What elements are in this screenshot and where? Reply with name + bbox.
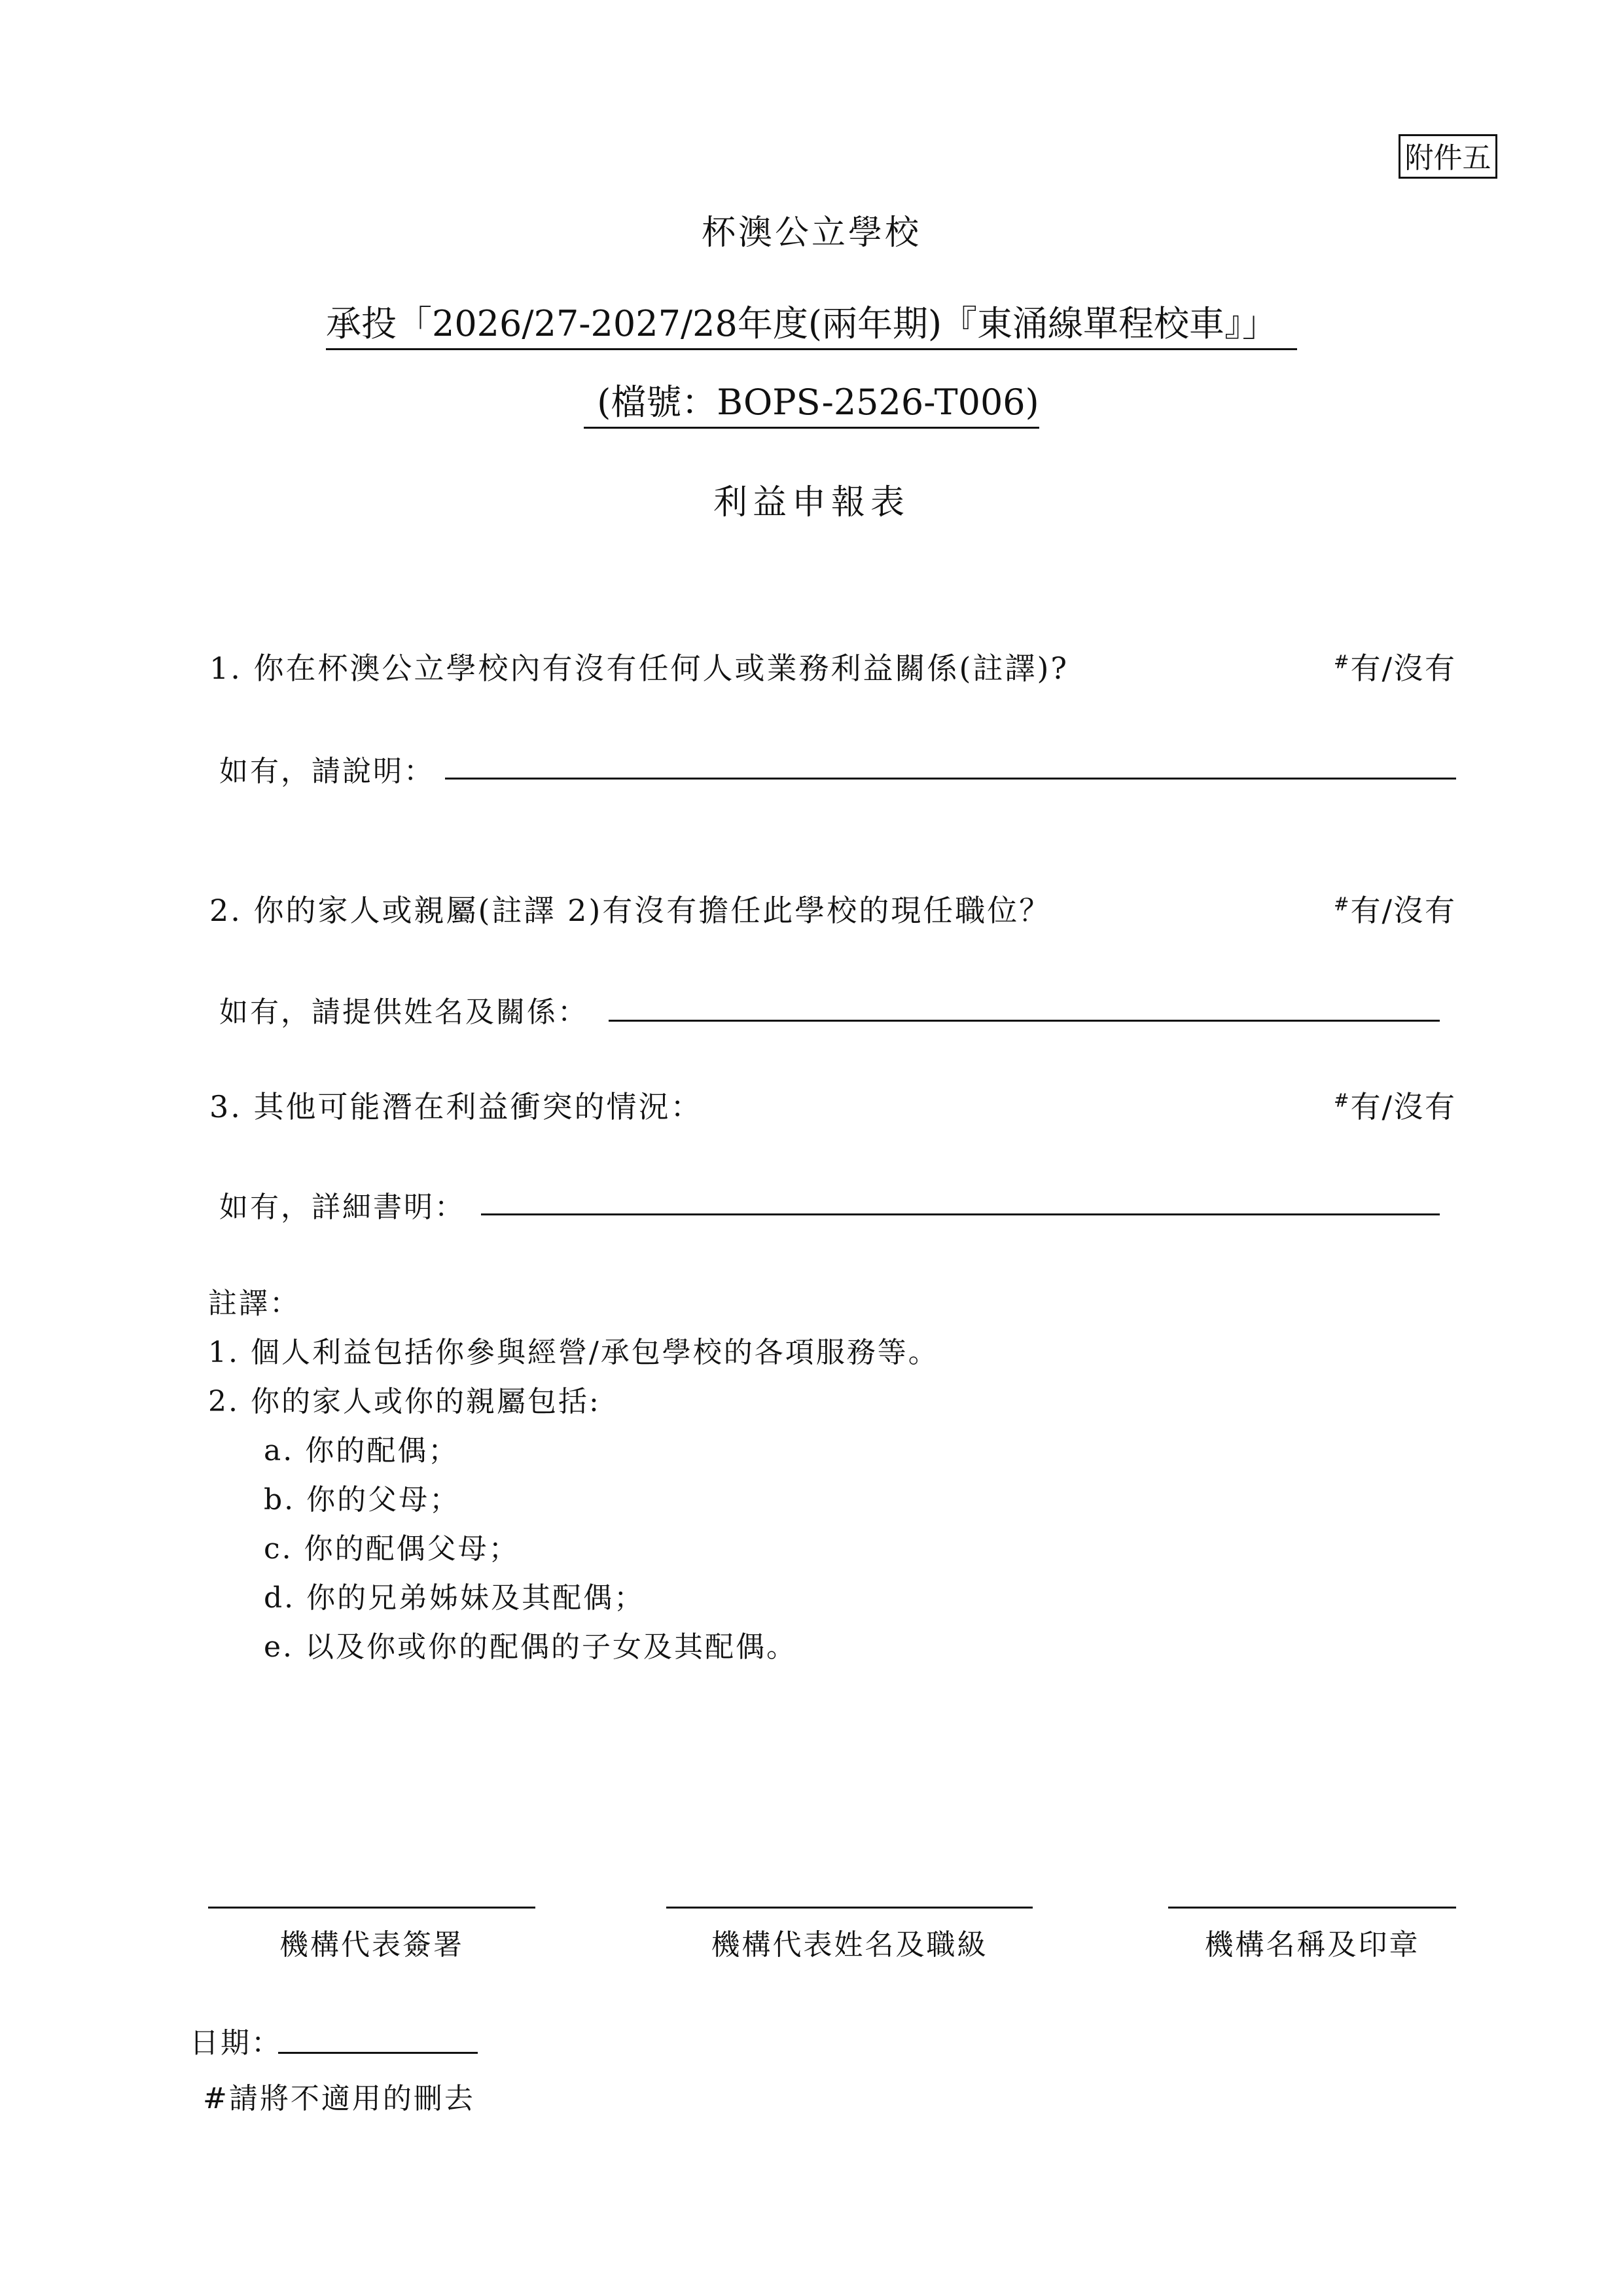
signature-label-1: 機構代表簽署 <box>279 1928 464 1962</box>
note-item-1: 1. 個人利益包括你參與經營/承包學校的各項服務等。 <box>208 1336 939 1369</box>
school-name: 杯澳公立學校 <box>701 213 921 253</box>
attachment-label: 附件五 <box>1399 134 1497 179</box>
question-2: 2. 你的家人或親屬(註譯 2)有沒有擔任此學校的現任職位？ <box>209 893 1052 928</box>
notes-heading: 註譯： <box>208 1287 300 1320</box>
question-2-fill-label: 如有，請提供姓名及關係： <box>219 996 588 1029</box>
form-title: 利益申報表 <box>713 483 910 522</box>
hash-mark: # <box>1334 893 1351 915</box>
signature-label-3: 機構名稱及印章 <box>1204 1928 1420 1962</box>
question-1-answer[interactable] <box>1334 645 1456 688</box>
note-subitem-e: e. 以及你或你的配偶的子女及其配偶。 <box>264 1630 798 1664</box>
note-subitem-c: c. 你的配偶父母； <box>264 1532 520 1566</box>
answer-options: 有/沒有 <box>1350 1089 1456 1124</box>
note-subitem-a: a. 你的配偶； <box>264 1434 459 1467</box>
note-subitem-d: d. 你的兄弟姊妹及其配偶； <box>264 1581 645 1615</box>
question-3-answer[interactable] <box>1334 1083 1456 1126</box>
file-number-text: (檔號：BOPS-2526-T006) <box>584 382 1039 429</box>
answer-options: 有/沒有 <box>1350 893 1456 928</box>
date-label: 日期： <box>190 2026 282 2060</box>
question-2-fill-line[interactable] <box>609 1020 1440 1022</box>
hash-mark: # <box>1334 651 1351 673</box>
note-subitem-b: b. 你的父母； <box>264 1483 461 1516</box>
file-number <box>0 374 1623 425</box>
note-item-2: 2. 你的家人或你的親屬包括: <box>208 1385 601 1418</box>
question-3-fill-label: 如有，詳細書明： <box>219 1191 465 1224</box>
answer-options: 有/沒有 <box>1350 651 1456 686</box>
question-1-fill-line[interactable] <box>445 778 1456 780</box>
signature-line-2[interactable] <box>666 1907 1033 1909</box>
question-2-answer[interactable] <box>1334 887 1456 930</box>
hash-mark: # <box>1334 1089 1351 1111</box>
signature-line-3[interactable] <box>1168 1907 1456 1909</box>
signature-label-2: 機構代表姓名及職級 <box>711 1928 988 1962</box>
signature-line-1[interactable] <box>208 1907 535 1909</box>
question-1-fill-label: 如有，請說明： <box>219 755 435 788</box>
tender-title <box>0 296 1623 346</box>
date-field-line[interactable] <box>278 2052 478 2054</box>
tender-title-text: 承投「2026/27-2027/28年度(兩年期)『東涌線單程校車』」 <box>326 303 1297 350</box>
question-1: 1. 你在杯澳公立學校內有沒有任何人或業務利益關係(註譯)? <box>209 651 1069 686</box>
question-3: 3. 其他可能潛在利益衝突的情況： <box>209 1089 703 1124</box>
question-3-fill-line[interactable] <box>481 1213 1440 1215</box>
footnote: #請將不適用的刪去 <box>203 2082 475 2115</box>
